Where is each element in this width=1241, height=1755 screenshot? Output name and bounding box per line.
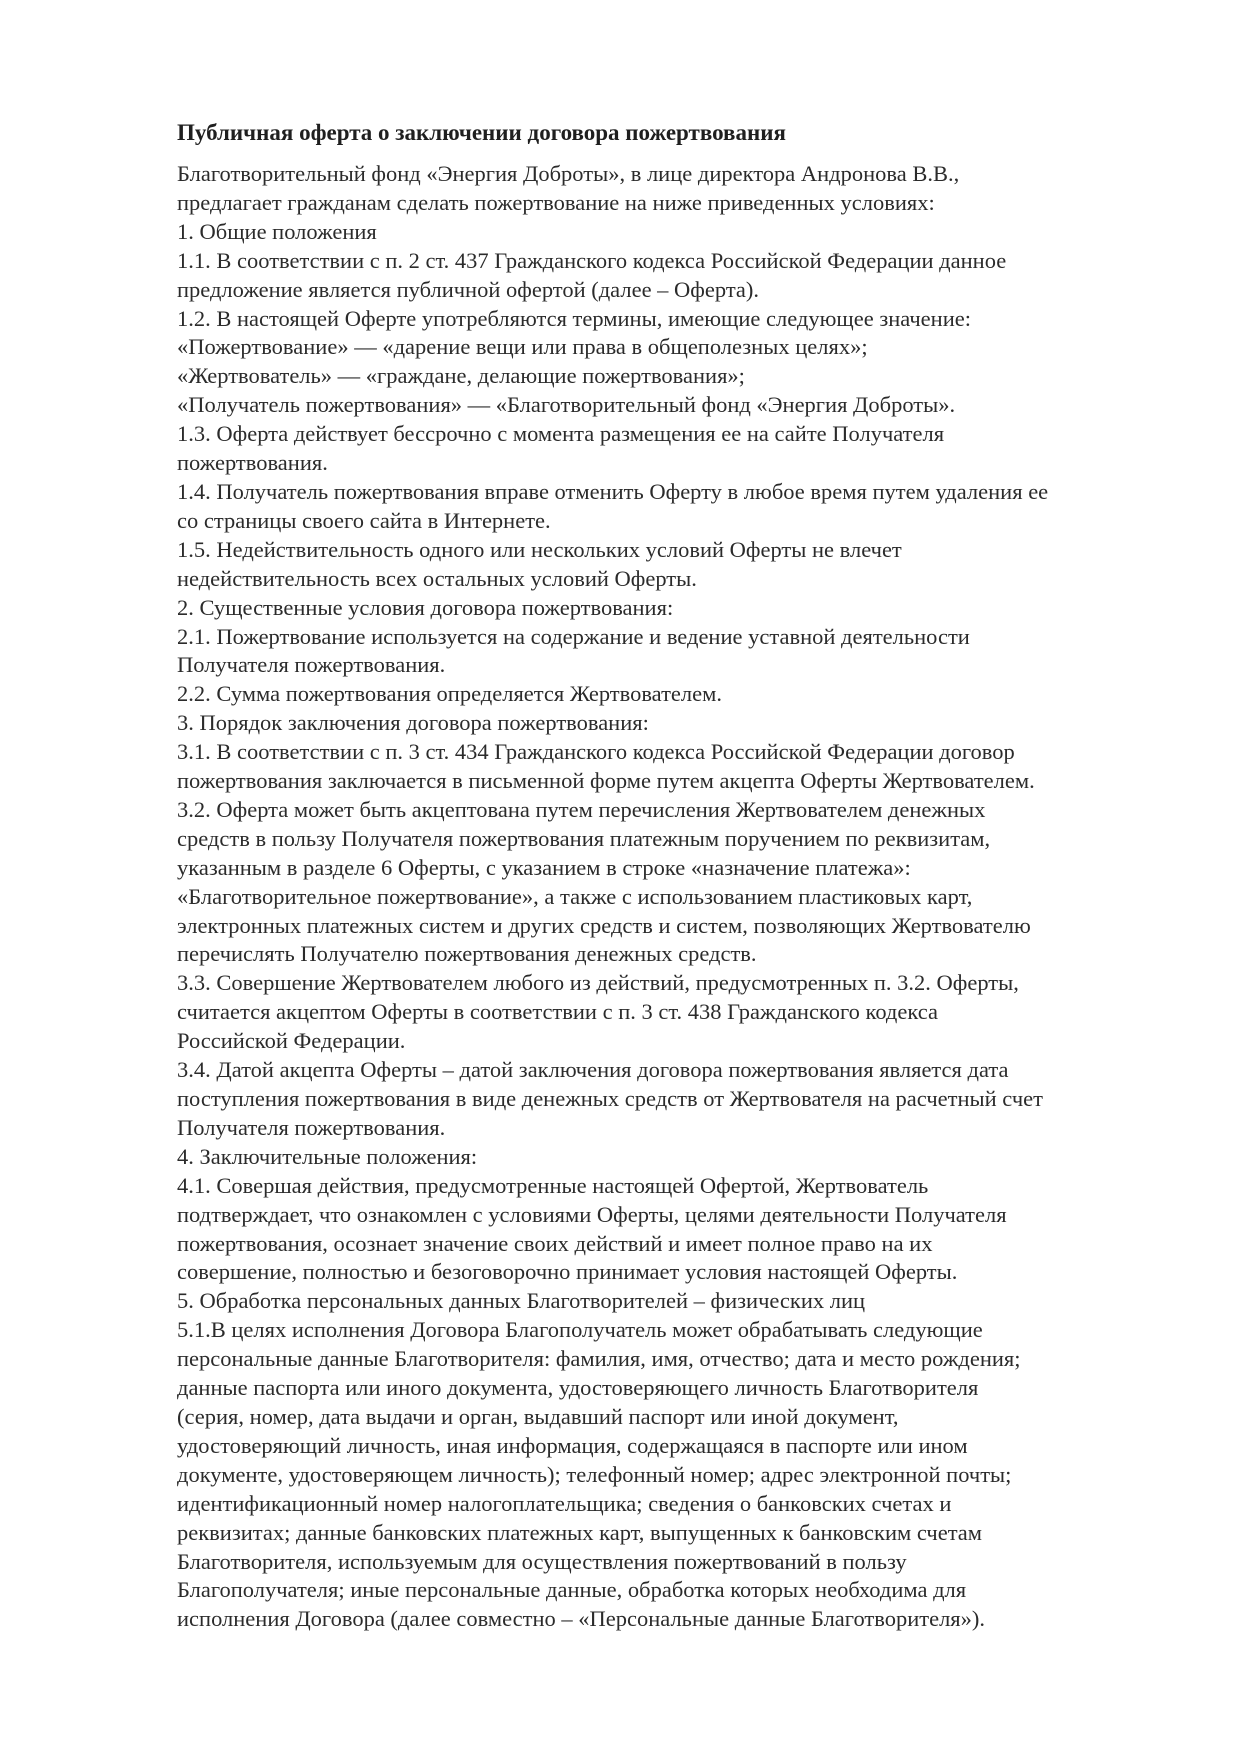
text-line: 2.1. Пожертвование используется на содержание и ведение уставной деятельности	[177, 623, 970, 649]
text-line: 3.4. Датой акцепта Оферты – датой заключения договора пожертвования является дата	[177, 1057, 1009, 1083]
text-line: 5.1.В целях исполнения Договора Благополучатель может обрабатывать следующие	[177, 1317, 983, 1343]
text-line: Благотворителя, используемым для осуществления пожертвований в пользу	[177, 1548, 907, 1574]
text-line: 4.1. Совершая действия, предусмотренные настоящей Офертой, Жертвователь	[177, 1172, 929, 1198]
text-line: «Получатель пожертвования» — «Благотворительный фонд «Энергия Доброты».	[177, 392, 956, 418]
text-line: исполнения Договора (далее совместно – «Персональные данные Благотворителя»).	[177, 1606, 986, 1632]
text-line: 3. Порядок заключения договора пожертвования:	[177, 710, 649, 736]
text-line: «Жертвователь» — «граждане, делающие пожертвования»;	[177, 363, 745, 389]
text-line: «Пожертвование» — «дарение вещи или права в общеполезных целях»;	[177, 334, 868, 360]
text-line: удостоверяющий личность, иная информация, содержащаяся в паспорте или ином	[177, 1432, 968, 1458]
text-line: 1.5. Недействительность одного или нескольких условий Оферты не влечет	[177, 536, 902, 562]
document-body	[177, 160, 1167, 1634]
text-line: «Благотворительное пожертвование», а также с использованием пластиковых карт,	[177, 883, 973, 909]
text-line: Благополучателя; иные персональные данные, обработка которых необходима для	[177, 1577, 967, 1603]
text-line: 1. Общие положения	[177, 218, 377, 244]
text-line: со страницы своего сайта в Интернете.	[177, 507, 551, 533]
text-line: данные паспорта или иного документа, удостоверяющего личность Благотворителя	[177, 1375, 979, 1401]
text-line: 2. Существенные условия договора пожертвования:	[177, 594, 674, 620]
text-line: поступления пожертвования в виде денежных средств от Жертвователя на расчетный счет	[177, 1086, 1043, 1111]
text-line: пожертвования, осознает значение своих действий и имеет полное право на их	[177, 1230, 933, 1256]
text-line: 1.2. В настоящей Оферте употребляются термины, имеющие следующее значение:	[177, 305, 971, 331]
text-line: 1.3. Оферта действует бессрочно с момента размещения ее на сайте Получателя	[177, 421, 945, 447]
text-line: пожертвования.	[177, 450, 328, 476]
text-line: недействительность всех остальных условий Оферты.	[177, 565, 697, 591]
document-content	[177, 118, 1167, 1634]
text-line: идентификационный номер налогоплательщика; сведения о банковских счетах и	[177, 1490, 952, 1516]
text-line: Российской Федерации.	[177, 1028, 406, 1054]
text-line: Получателя пожертвования.	[177, 1114, 446, 1140]
text-line: средств в пользу Получателя пожертвования платежным поручением по реквизитам,	[177, 825, 991, 851]
text-line: Благотворительный фонд «Энергия Доброты», в лице директора Андронова В.В.,	[177, 161, 960, 186]
text-line: пожертвования заключается в письменной форме путем акцепта Оферты Жертвователем.	[177, 768, 1035, 794]
text-line: (серия, номер, дата выдачи и орган, выдавший паспорт или иной документ,	[177, 1403, 899, 1429]
text-line: 1.1. В соответствии с п. 2 ст. 437 Гражданского кодекса Российской Федерации данное	[177, 247, 1007, 273]
text-line: Получателя пожертвования.	[177, 652, 446, 678]
text-line: предложение является публичной офертой (далее – Оферта).	[177, 276, 760, 302]
text-line: 2.2. Сумма пожертвования определяется Жертвователем.	[177, 681, 722, 707]
text-line: 3.3. Совершение Жертвователем любого из действий, предусмотренных п. 3.2. Оферты,	[177, 970, 1019, 996]
document-title: Публичная оферта о заключении договора пожертвования	[177, 120, 786, 145]
text-line: персональные данные Благотворителя: фамилия, имя, отчество; дата и место рождения;	[177, 1346, 1021, 1372]
text-line: перечислять Получателю пожертвования денежных средств.	[177, 941, 757, 967]
text-line: 3.1. В соответствии с п. 3 ст. 434 Гражданского кодекса Российской Федерации договор	[177, 739, 1015, 765]
text-line: предлагает гражданам сделать пожертвование на ниже приведенных условиях:	[177, 189, 935, 215]
text-line: 5. Обработка персональных данных Благотворителей – физических лиц	[177, 1288, 866, 1314]
text-line: 1.4. Получатель пожертвования вправе отменить Оферту в любое время путем удаления ее	[177, 478, 1049, 504]
text-line: 4. Заключительные положения:	[177, 1143, 478, 1169]
text-line: совершение, полностью и безоговорочно принимает условия настоящей Оферты.	[177, 1259, 958, 1285]
text-line: документе, удостоверяющем личность); телефонный номер; адрес электронной почты;	[177, 1461, 1012, 1487]
text-line: подтверждает, что ознакомлен с условиями Оферты, целями деятельности Получателя	[177, 1201, 1007, 1227]
text-line: реквизитах; данные банковских платежных карт, выпущенных к банковским счетам	[177, 1519, 983, 1545]
text-line: 3.2. Оферта может быть акцептована путем перечисления Жертвователем денежных	[177, 796, 986, 822]
text-line: считается акцептом Оферты в соответствии с п. 3 ст. 438 Гражданского кодекса	[177, 999, 938, 1025]
text-line: указанным в разделе 6 Оферты, с указанием в строке «назначение платежа»:	[177, 854, 911, 880]
text-line: электронных платежных систем и других средств и систем, позволяющих Жертвователю	[177, 912, 1031, 938]
